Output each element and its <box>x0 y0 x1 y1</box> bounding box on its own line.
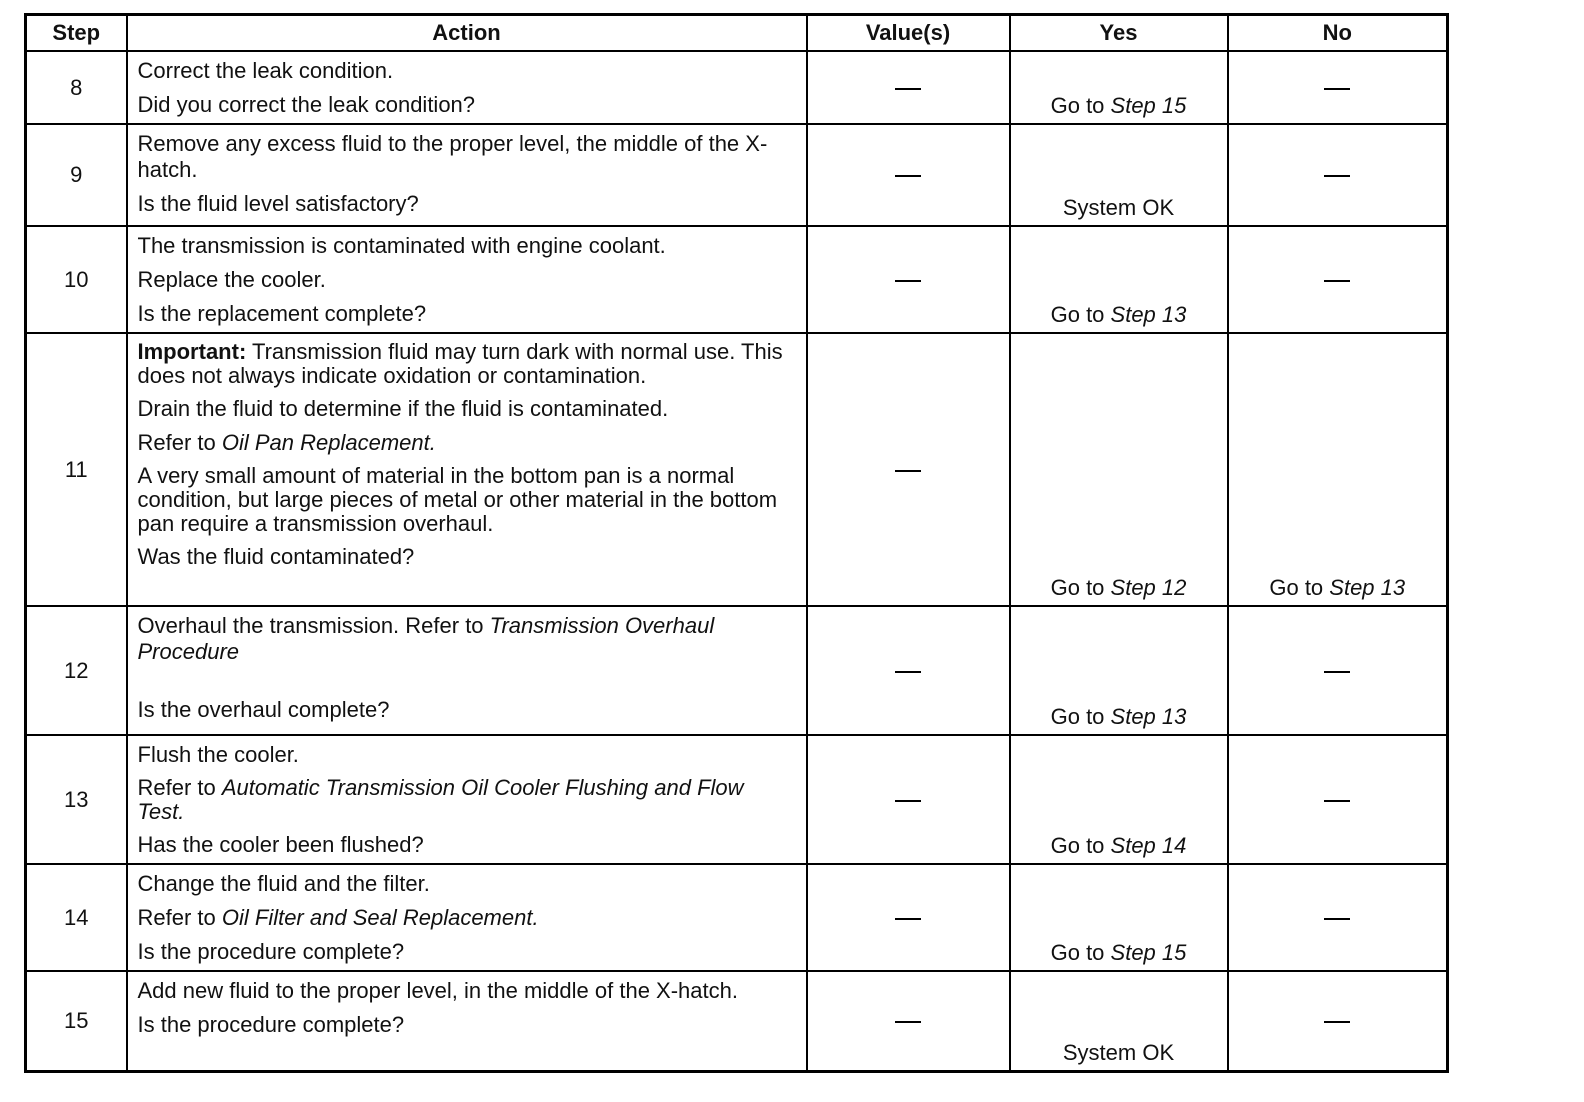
go-to-label: Go to <box>1050 575 1111 600</box>
table-row-step-13 <box>26 735 1448 864</box>
value-cell <box>807 51 1010 124</box>
reference-title: Oil Filter and Seal Replacement. <box>221 905 539 930</box>
action-cell <box>127 51 807 124</box>
yes-step-ref: Step 15 <box>1110 93 1187 118</box>
action-cell <box>127 606 807 735</box>
dash-mark <box>1324 1021 1350 1023</box>
yes-cell <box>1010 864 1228 971</box>
action-text: Drain the fluid to determine if the fluid is contaminated. <box>137 396 669 421</box>
action-cell <box>127 333 807 606</box>
reference-title: Oil Pan Replacement. <box>221 430 436 455</box>
table-row-step-10 <box>26 226 1448 333</box>
dash-mark <box>895 280 921 282</box>
dash-mark <box>1324 280 1350 282</box>
diagnostic-table <box>24 13 1449 1073</box>
value-cell <box>807 124 1010 226</box>
table-row-step-15 <box>26 971 1448 1071</box>
action-text: A very small amount of material in the bottom pan is a normal condition, but large pieces of metal or other material in the bottom pan require a transmission overhaul. <box>137 463 778 536</box>
dash-mark <box>895 175 921 177</box>
go-to-label: Go to <box>1269 575 1330 600</box>
value-cell <box>807 333 1010 606</box>
important-note <box>138 340 796 388</box>
table-row-step-9 <box>26 124 1448 226</box>
no-step-ref: Step 13 <box>1329 575 1406 600</box>
action-text: Add new fluid to the proper level, in the middle of the X-hatch. <box>137 978 738 1003</box>
value-cell <box>807 971 1010 1071</box>
action-question: Is the fluid level satisfactory? <box>137 191 419 216</box>
action-cell <box>127 735 807 864</box>
step-number: 14 <box>26 864 127 971</box>
value-cell <box>807 606 1010 735</box>
step-number: 8 <box>26 51 127 124</box>
table-row-step-14 <box>26 864 1448 971</box>
reference-title: Transmission Overhaul Procedure <box>137 613 715 664</box>
no-cell <box>1228 864 1448 971</box>
dash-mark <box>1324 918 1350 920</box>
refer-label: Refer to <box>137 905 222 930</box>
important-text: Transmission fluid may turn dark with normal use. This does not always indicate oxidation or contamination. <box>137 339 783 388</box>
important-label: Important: <box>137 339 247 364</box>
action-text: Replace the cooler. <box>137 267 326 292</box>
step-number: 12 <box>26 606 127 735</box>
dash-mark <box>895 800 921 802</box>
yes-cell <box>1010 51 1228 124</box>
yes-step-ref: Step 13 <box>1110 302 1187 327</box>
header-action: Action <box>127 15 807 52</box>
action-text: Correct the leak condition. <box>137 58 394 83</box>
action-reference <box>138 430 796 456</box>
yes-step-ref: Step 14 <box>1110 833 1187 858</box>
dash-mark <box>895 470 921 472</box>
step-number: 9 <box>26 124 127 226</box>
header-row <box>26 15 1448 52</box>
no-cell <box>1228 606 1448 735</box>
go-to-label: Go to <box>1050 93 1111 118</box>
step-number: 13 <box>26 735 127 864</box>
action-cell <box>127 864 807 971</box>
action-question: Is the overhaul complete? <box>137 697 390 722</box>
yes-step-ref: Step 13 <box>1110 704 1187 729</box>
value-cell <box>807 864 1010 971</box>
action-reference <box>138 905 796 931</box>
header-no: No <box>1228 15 1448 52</box>
go-to-label: Go to <box>1050 940 1111 965</box>
no-cell <box>1228 124 1448 226</box>
dash-mark <box>1324 88 1350 90</box>
table-row-step-8 <box>26 51 1448 124</box>
yes-step-ref: Step 12 <box>1110 575 1187 600</box>
header-step: Step <box>26 15 127 52</box>
action-question: Has the cooler been flushed? <box>137 832 424 857</box>
yes-cell: System OK <box>1010 971 1228 1071</box>
action-question: Did you correct the leak condition? <box>137 92 476 117</box>
header-yes: Yes <box>1010 15 1228 52</box>
dash-mark <box>1324 671 1350 673</box>
refer-label: Refer to <box>137 775 222 800</box>
dash-mark <box>895 88 921 90</box>
action-question: Is the procedure complete? <box>137 939 405 964</box>
action-question: Is the procedure complete? <box>137 1012 405 1037</box>
yes-cell <box>1010 606 1228 735</box>
action-text-plain: Overhaul the transmission. Refer to <box>137 613 490 638</box>
action-question: Was the fluid contaminated? <box>137 544 415 569</box>
step-number: 10 <box>26 226 127 333</box>
table-row-step-12 <box>26 606 1448 735</box>
dash-mark <box>895 1021 921 1023</box>
action-reference <box>138 776 796 824</box>
yes-cell <box>1010 226 1228 333</box>
action-cell <box>127 226 807 333</box>
yes-cell <box>1010 333 1228 606</box>
value-cell <box>807 735 1010 864</box>
dash-mark <box>1324 175 1350 177</box>
reference-title: Automatic Transmission Oil Cooler Flushing and Flow Test. <box>137 775 744 824</box>
step-number: 11 <box>26 333 127 606</box>
go-to-label: Go to <box>1050 704 1111 729</box>
no-cell <box>1228 735 1448 864</box>
action-cell <box>127 971 807 1071</box>
action-cell <box>127 124 807 226</box>
dash-mark <box>895 671 921 673</box>
yes-step-ref: Step 15 <box>1110 940 1187 965</box>
go-to-label: Go to <box>1050 302 1111 327</box>
step-number: 15 <box>26 971 127 1071</box>
table-row-step-11 <box>26 333 1448 606</box>
no-cell <box>1228 333 1448 606</box>
action-text: Change the fluid and the filter. <box>137 871 430 896</box>
refer-label: Refer to <box>137 430 222 455</box>
action-text: The transmission is contaminated with engine coolant. <box>137 233 666 258</box>
action-question: Is the replacement complete? <box>137 301 427 326</box>
action-text: Remove any excess fluid to the proper level, the middle of the X-hatch. <box>137 131 768 182</box>
yes-cell: System OK <box>1010 124 1228 226</box>
dash-mark <box>1324 800 1350 802</box>
action-text <box>138 613 796 691</box>
no-cell <box>1228 51 1448 124</box>
dash-mark <box>895 918 921 920</box>
no-cell <box>1228 226 1448 333</box>
action-text: Flush the cooler. <box>137 742 299 767</box>
diagnostic-table-container <box>24 13 1446 1073</box>
value-cell <box>807 226 1010 333</box>
go-to-label: Go to <box>1050 833 1111 858</box>
no-cell <box>1228 971 1448 1071</box>
header-values: Value(s) <box>807 15 1010 52</box>
yes-cell <box>1010 735 1228 864</box>
